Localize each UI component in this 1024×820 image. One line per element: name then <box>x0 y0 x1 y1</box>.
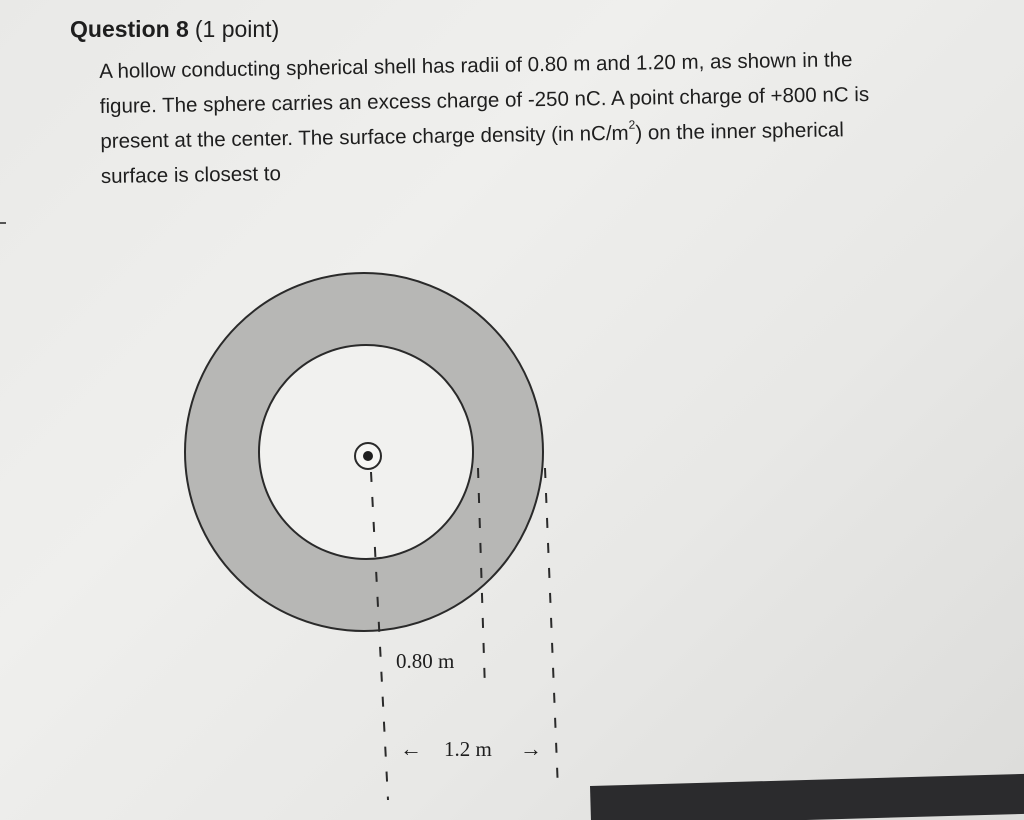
inner-radius-label: 0.80 m <box>396 649 455 673</box>
question-line-4: surface is closest to <box>100 162 282 188</box>
outer-radius-left-arrow: ← <box>400 736 422 761</box>
question-points: (1 point) <box>194 16 280 42</box>
outer-radius-line <box>545 468 558 790</box>
outer-radius-right-arrow: → <box>520 736 542 761</box>
question-line-2: figure. The sphere carries an excess charge of -250 nC. A point charge of +800 nC is <box>99 82 870 118</box>
question-line-3-start: present at the center. The surface charge density (in nC/m <box>100 121 629 153</box>
question-title: Question 8 <box>70 16 189 42</box>
point-charge-dot <box>363 451 373 461</box>
question-line-1: A hollow conducting spherical shell has radii of 0.80 m and 1.20 m, as shown in the <box>99 48 853 83</box>
outer-radius-label: 1.2 m <box>444 737 492 761</box>
question-line-3-end: ) on the inner spherical <box>635 118 845 145</box>
unit-superscript: 2 <box>628 117 636 132</box>
